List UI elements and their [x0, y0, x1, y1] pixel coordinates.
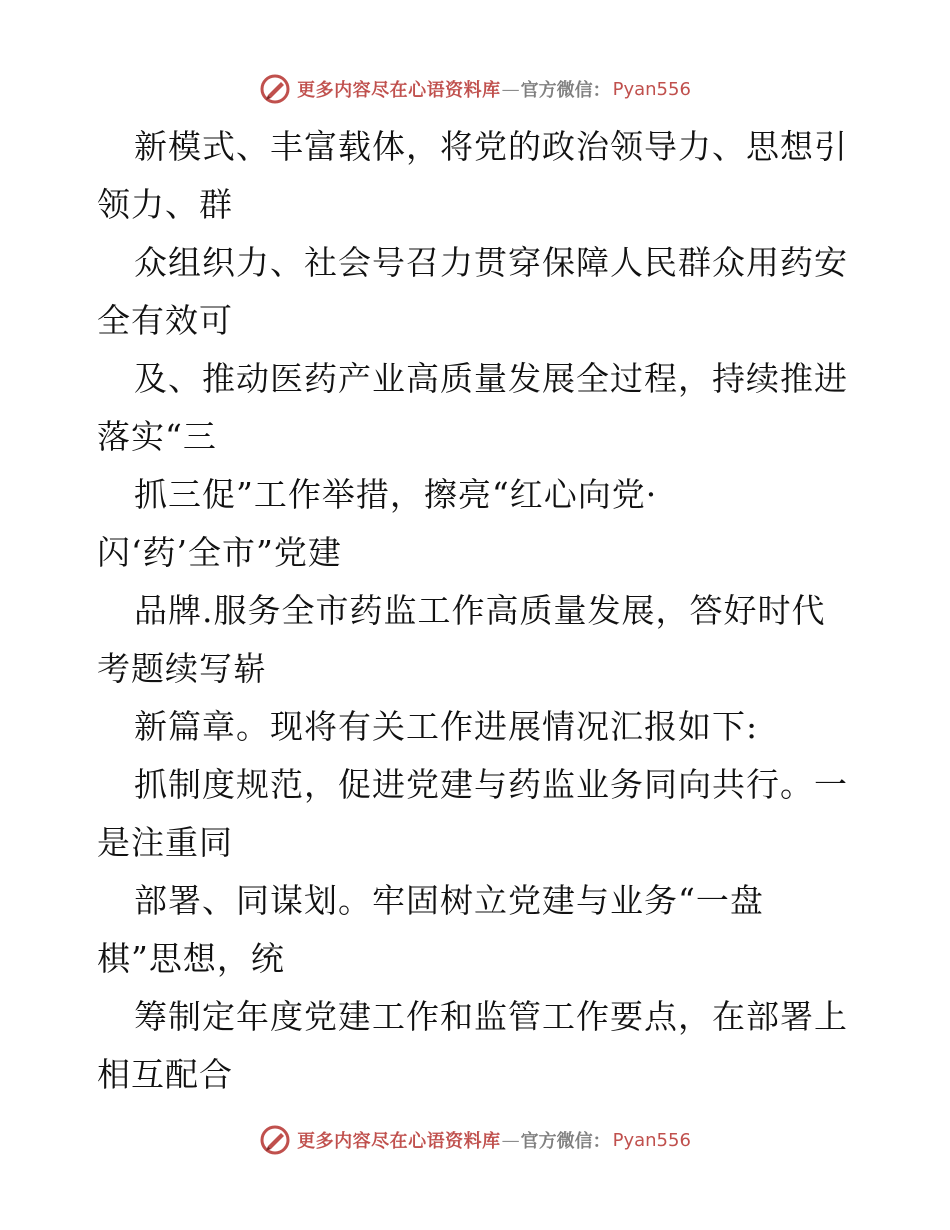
text-line: 考题续写崭 — [97, 649, 267, 688]
watermark-wechat-label: 官方微信： — [520, 1131, 611, 1152]
watermark-logo-icon — [259, 1124, 291, 1156]
text-line: 筹制定年度党建工作和监管工作要点，在部署上 — [134, 997, 848, 1036]
watermark-main-text: 更多内容尽在心语资料库 — [297, 80, 501, 101]
watermark-wechat-id: Pyan556 — [612, 1129, 691, 1151]
document-body — [97, 118, 857, 1104]
text-line: 领力、群 — [97, 185, 233, 224]
text-line: 及、推动医药产业高质量发展全过程，持续推进 — [134, 359, 848, 398]
text-line: 众组织力、社会号召力贯穿保障人民群众用药安 — [134, 243, 848, 282]
watermark-main-text: 更多内容尽在心语资料库 — [297, 1131, 501, 1152]
text-line: 抓三促”工作举措，擦亮“红心向党· — [134, 475, 658, 514]
header-watermark — [0, 72, 950, 106]
watermark-dash: — — [501, 78, 520, 100]
watermark-logo-icon — [259, 73, 291, 105]
text-line: 闪‘药’全市”党建 — [97, 533, 342, 572]
text-line: 品牌.服务全市药监工作高质量发展，答好时代 — [134, 591, 826, 630]
watermark-dash: — — [501, 1129, 520, 1151]
watermark-wechat-label: 官方微信： — [520, 80, 611, 101]
text-line: 落实“三 — [97, 417, 217, 456]
watermark-wechat-id: Pyan556 — [612, 78, 691, 100]
text-line: 棋”思想，统 — [97, 939, 285, 978]
text-line: 新篇章。现将有关工作进展情况汇报如下: — [134, 707, 759, 746]
text-line: 相互配合 — [97, 1055, 233, 1094]
text-line: 部署、同谋划。牢固树立党建与业务“一盘 — [134, 881, 764, 920]
text-line: 新模式、丰富载体，将党的政治领导力、思想引 — [134, 127, 848, 166]
text-line: 是注重同 — [97, 823, 233, 862]
text-line: 全有效可 — [97, 301, 233, 340]
footer-watermark — [0, 1123, 950, 1157]
text-line: 抓制度规范，促进党建与药监业务同向共行。一 — [134, 765, 848, 804]
